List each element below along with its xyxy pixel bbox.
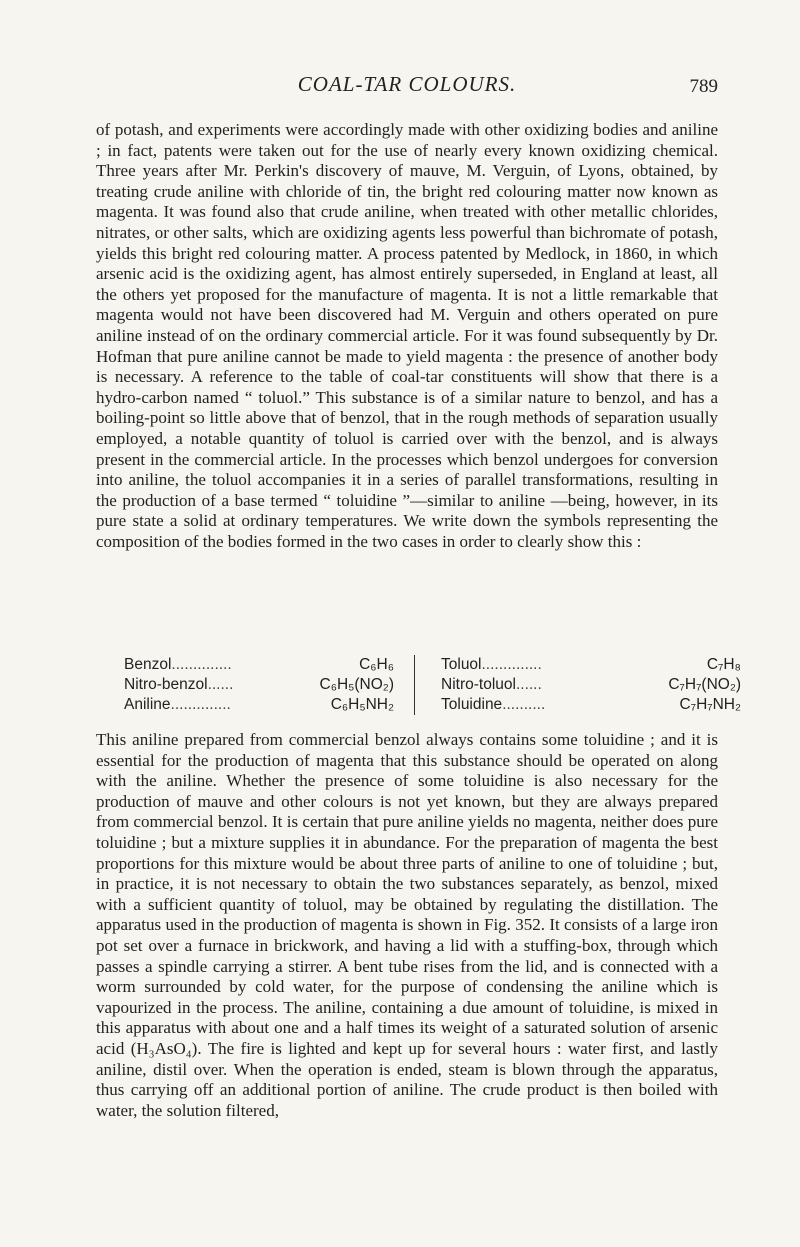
chemical-formula: C₇H₈ (706, 656, 741, 673)
compound-name: Toluol (441, 656, 482, 673)
compound-name: Aniline (124, 696, 171, 713)
chemical-formula: C₇H₇NH₂ (679, 696, 741, 713)
leader-dots: .............. (481, 656, 542, 673)
formula-row (441, 695, 741, 715)
leader-dots: .......... (502, 696, 546, 713)
chemical-formula: C₇H₇(NO₂) (668, 676, 741, 693)
chemical-formula: C₆H₆ (359, 656, 394, 673)
leader-dots: .............. (171, 656, 232, 673)
toluol-series-column (414, 655, 741, 715)
formula-row (441, 655, 741, 675)
paragraph-1: of potash, and experiments were accordingly made with other oxidizing bodies and aniline ; in fact, patents were taken out for the use of nearly every known oxidizing chemical. Three years after Mr. Perkin's discovery of mauve, M. Verguin, of Lyons, obtained, by treating crude aniline with chloride of tin, the bright red colouring matter now known as magenta. It was found also that crude aniline, when treated with other metallic chlorides, nitrates, or other salts, which are oxidizing agents less powerful than bichromate of potash, yields this bright red colouring matter. A process patented by Medlock, in 1860, in which arsenic acid is the oxidizing agent, has almost entirely superseded, in England at least, all the others yet proposed for the manufacture of magenta. It is not a little remarkable that magenta would not have been discovered had M. Verguin and others operated on pure aniline instead of on the ordinary commercial article. For it was found subsequently by Dr. Hofman that pure aniline cannot be made to yield magenta : the presence of another body is necessary. A reference to the table of coal-tar constituents will show that there is a hydro-carbon named “ toluol.” This substance is of a similar nature to benzol, and has a boiling-point so little above that of benzol, that in the rough methods of separation usually employed, a notable quantity of toluol is carried over with the benzol, and is always present in the commercial article. In the processes which benzol undergoes for conversion into aniline, the toluol accompanies it in a series of parallel transformations, resulting in the production of a base termed “ toluidine ”—similar to aniline —being, however, in its pure state a solid at ordinary temperatures. We write down the symbols representing the composition of the bodies formed in the two cases in order to clearly show this : (96, 120, 718, 551)
formula-row (124, 695, 394, 715)
compound-name: Nitro-benzol (124, 676, 208, 693)
chemical-formula: C₆H₅(NO₂) (319, 676, 394, 693)
page-number: 789 (689, 76, 718, 97)
compound-name: Toluidine (441, 696, 503, 713)
formula-row (441, 675, 741, 695)
compound-name: Benzol (124, 656, 172, 673)
chemical-formula: C₆H₅NH₂ (330, 696, 394, 713)
paragraph-2: This aniline prepared from commercial benzol always contains some toluidine ; and it is essential for the production of magenta that this substance should be operated on along with the aniline. Whether the presence of some toluidine is also necessary for the production of mauve and other colours is not yet known, but they are always prepared from commercial benzol. It is certain that pure aniline yields no magenta, neither does pure toluidine ; but a mixture supplies it in abundance. For the preparation of magenta the best proportions for this mixture would be about three parts of aniline to one of toluidine ; but, in practice, it is not necessary to obtain the two substances separately, as benzol, mixed with a sufficient quantity of toluol, may be obtained by regulating the distillation. The apparatus used in the production of magenta is shown in Fig. 352. It consists of a large iron pot set over a furnace in brickwork, and having a lid with a stuffing-box, through which passes a spindle carrying a stirrer. A bent tube rises from the lid, and is connected with a worm surrounded by cold water, for the purpose of condensing the aniline which is vapourized in the process. The aniline, containing a due amount of toluidine, is mixed in this apparatus with about one and a half times its weight of a saturated solution of arsenic acid (H₃AsO₄). The fire is lighted and kept up for several hours : water first, and lastly aniline, distil over. When the operation is ended, steam is blown through the apparatus, thus carrying off an additional portion of aniline. The crude product is then boiled with water, the solution filtered, (96, 730, 718, 1120)
page-header (96, 72, 718, 104)
benzol-series-column (124, 655, 394, 715)
compound-name: Nitro-toluol (441, 676, 516, 693)
leader-dots: .............. (170, 696, 231, 713)
running-title: COAL-TAR COLOURS. (297, 72, 517, 96)
formula-row (124, 675, 394, 695)
formula-row (124, 655, 394, 675)
leader-dots: ...... (515, 676, 542, 693)
leader-dots: ...... (207, 676, 234, 693)
